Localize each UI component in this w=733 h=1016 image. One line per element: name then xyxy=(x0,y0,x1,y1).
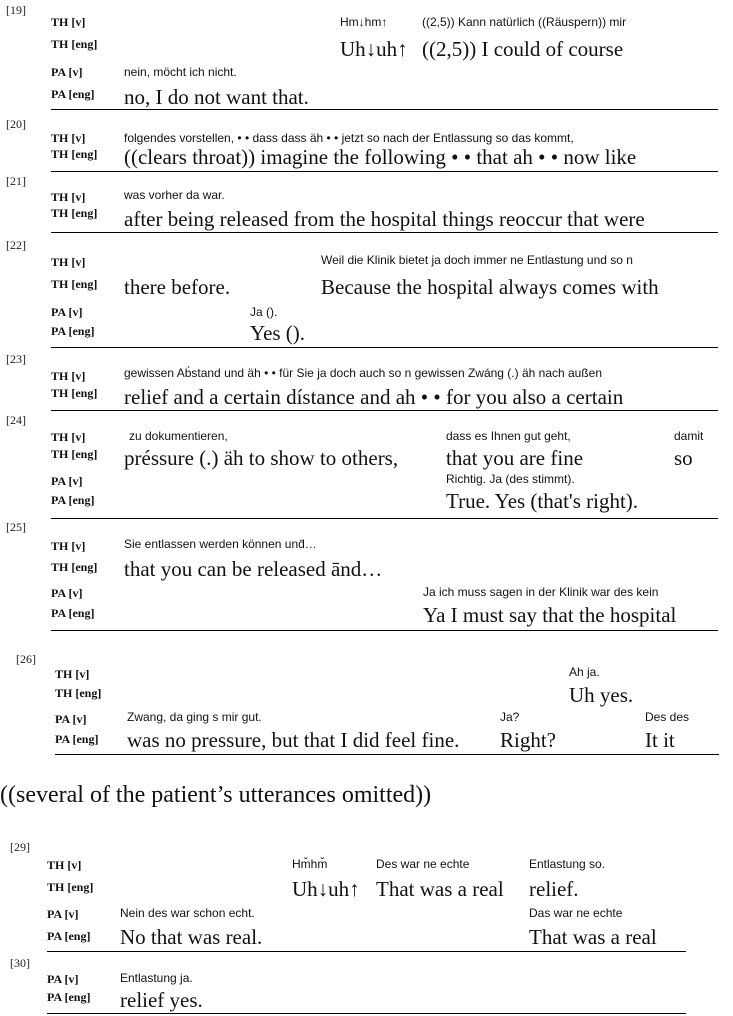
utterance-verbatim: ((2,5)) Kann natürlich ((Räuspern)) mir xyxy=(422,15,627,29)
speaker-label: PA [v] xyxy=(51,65,83,79)
speaker-label: TH [v] xyxy=(51,430,86,444)
divider xyxy=(55,754,719,755)
utterance-verbatim: Weil die Klinik bietet ja doch immer ne Entlastung und so n xyxy=(321,253,633,267)
utterance-verbatim: Ja? xyxy=(500,710,520,724)
utterance-verbatim: Entlastung ja. xyxy=(120,971,193,985)
utterance-english: was no pressure, but that I did feel fine. xyxy=(127,728,460,752)
utterance-verbatim: Ja (). xyxy=(250,305,278,319)
segment-number: [20] xyxy=(6,117,26,131)
segment-number: [29] xyxy=(10,840,30,854)
utterance-english: It it xyxy=(645,728,675,752)
utterance-english: that you are fine xyxy=(446,446,584,470)
speaker-label: TH [v] xyxy=(51,255,86,269)
utterance-english: Uh yes. xyxy=(569,683,634,707)
divider xyxy=(51,518,718,519)
utterance-verbatim: dass es Ihnen gut geht, xyxy=(446,429,571,443)
utterance-verbatim: Hm̌hm̌ xyxy=(292,857,328,871)
utterance-verbatim: damit xyxy=(674,429,704,443)
utterance-verbatim: zu dokumentieren, xyxy=(129,429,228,443)
speaker-label: PA [eng] xyxy=(47,929,91,943)
speaker-label: TH [eng] xyxy=(51,206,98,220)
speaker-label: TH [v] xyxy=(55,667,90,681)
utterance-english: ((clears throat)) imagine the following • • that ah • • now like xyxy=(124,145,637,169)
utterance-english: there before. xyxy=(124,275,231,299)
utterance-verbatim: Richtig. Ja (des stimmt). xyxy=(446,472,575,486)
segment-number: [22] xyxy=(6,238,26,252)
speaker-label: PA [v] xyxy=(47,972,79,986)
omission-note: ((several of the patient’s utterances omitted)) xyxy=(0,782,432,808)
speaker-label: PA [eng] xyxy=(47,990,91,1004)
utterance-english: That was a real xyxy=(376,877,504,901)
speaker-label: TH [eng] xyxy=(51,386,98,400)
utterance-verbatim: Sie entlassen werden können und̄… xyxy=(124,537,317,551)
segment-number: [23] xyxy=(6,352,26,366)
utterance-english: That was a real xyxy=(529,925,657,949)
utterance-verbatim: was vorher da war. xyxy=(124,188,225,202)
utterance-english: Because the hospital always comes with xyxy=(321,275,659,299)
utterance-english: after being released from the hospital things reoccur that were xyxy=(124,207,645,231)
utterance-english: Uh↓uh↑ xyxy=(340,37,408,61)
utterance-english: Right? xyxy=(500,728,556,752)
utterance-english: no, I do not want that. xyxy=(124,85,309,109)
divider xyxy=(51,347,718,348)
speaker-label: TH [v] xyxy=(51,190,86,204)
utterance-verbatim: Entlastung so. xyxy=(529,857,606,871)
speaker-label: TH [eng] xyxy=(51,277,98,291)
utterance-english: ((2,5)) I could of course xyxy=(422,37,624,61)
utterance-english: préssure (.) äh to show to others, xyxy=(124,446,399,470)
speaker-label: TH [eng] xyxy=(51,447,98,461)
utterance-verbatim: Des des xyxy=(645,710,690,724)
speaker-label: PA [eng] xyxy=(51,324,95,338)
speaker-label: PA [eng] xyxy=(51,606,95,620)
utterance-verbatim: Zwang, da ging s mir gut. xyxy=(127,710,262,724)
speaker-label: TH [eng] xyxy=(51,37,98,51)
segment-number: [30] xyxy=(10,956,30,970)
speaker-label: TH [eng] xyxy=(51,560,98,574)
utterance-english: Ya I must say that the hospital xyxy=(423,603,677,627)
utterance-verbatim: Hm↓hm↑ xyxy=(340,15,388,29)
utterance-english: Uh↓uh↑ xyxy=(292,877,360,901)
divider xyxy=(51,109,718,110)
speaker-label: TH [v] xyxy=(51,131,86,145)
segment-number: [24] xyxy=(6,413,26,427)
speaker-label: PA [eng] xyxy=(51,87,95,101)
speaker-label: PA [v] xyxy=(55,712,87,726)
speaker-label: TH [eng] xyxy=(51,147,98,161)
utterance-english: relief and a certain dístance and ah • • for you also a certain xyxy=(124,385,624,409)
utterance-verbatim: gewissen Ab́stand und äh • • für Sie ja doch auch so n gewissen Zwáng (.) äh nach außen xyxy=(124,366,603,380)
utterance-verbatim: Des war ne echte xyxy=(376,857,470,871)
segment-number: [26] xyxy=(16,652,36,666)
speaker-label: TH [eng] xyxy=(47,880,94,894)
speaker-label: TH [v] xyxy=(51,15,86,29)
utterance-verbatim: folgendes vorstellen, • • dass dass äh • • jetzt so nach der Entlassung so das kommt, xyxy=(124,131,574,145)
divider xyxy=(51,232,718,233)
utterance-english: No that was real. xyxy=(120,925,263,949)
speaker-label: PA [v] xyxy=(51,305,83,319)
speaker-label: PA [eng] xyxy=(55,732,99,746)
utterance-english: so xyxy=(674,446,693,470)
divider xyxy=(51,410,718,411)
speaker-label: PA [v] xyxy=(51,586,83,600)
speaker-label: TH [v] xyxy=(47,858,82,872)
speaker-label: PA [v] xyxy=(51,474,83,488)
utterance-verbatim: Ja ich muss sagen in der Klinik war des kein xyxy=(423,585,659,599)
segment-number: [21] xyxy=(6,174,26,188)
speaker-label: TH [v] xyxy=(51,539,86,553)
utterance-english: Yes (). xyxy=(250,321,306,345)
utterance-verbatim: Ah ja. xyxy=(569,665,600,679)
utterance-english: that you can be released ānd… xyxy=(124,557,383,581)
speaker-label: PA [eng] xyxy=(51,493,95,507)
segment-number: [19] xyxy=(6,3,26,17)
speaker-label: PA [v] xyxy=(47,907,79,921)
utterance-verbatim: Das war ne echte xyxy=(529,906,623,920)
utterance-english: True. Yes (that's right). xyxy=(446,489,639,513)
utterance-verbatim: Nein des war schon echt. xyxy=(120,906,255,920)
divider xyxy=(47,1013,686,1014)
divider xyxy=(51,171,718,172)
divider xyxy=(47,951,686,952)
utterance-english: relief. xyxy=(529,877,579,901)
divider xyxy=(51,630,718,631)
speaker-label: TH [v] xyxy=(51,369,86,383)
speaker-label: TH [eng] xyxy=(55,686,102,700)
utterance-english: relief yes. xyxy=(120,988,203,1012)
utterance-verbatim: nein, möcht ich nicht. xyxy=(124,65,237,79)
segment-number: [25] xyxy=(6,520,26,534)
